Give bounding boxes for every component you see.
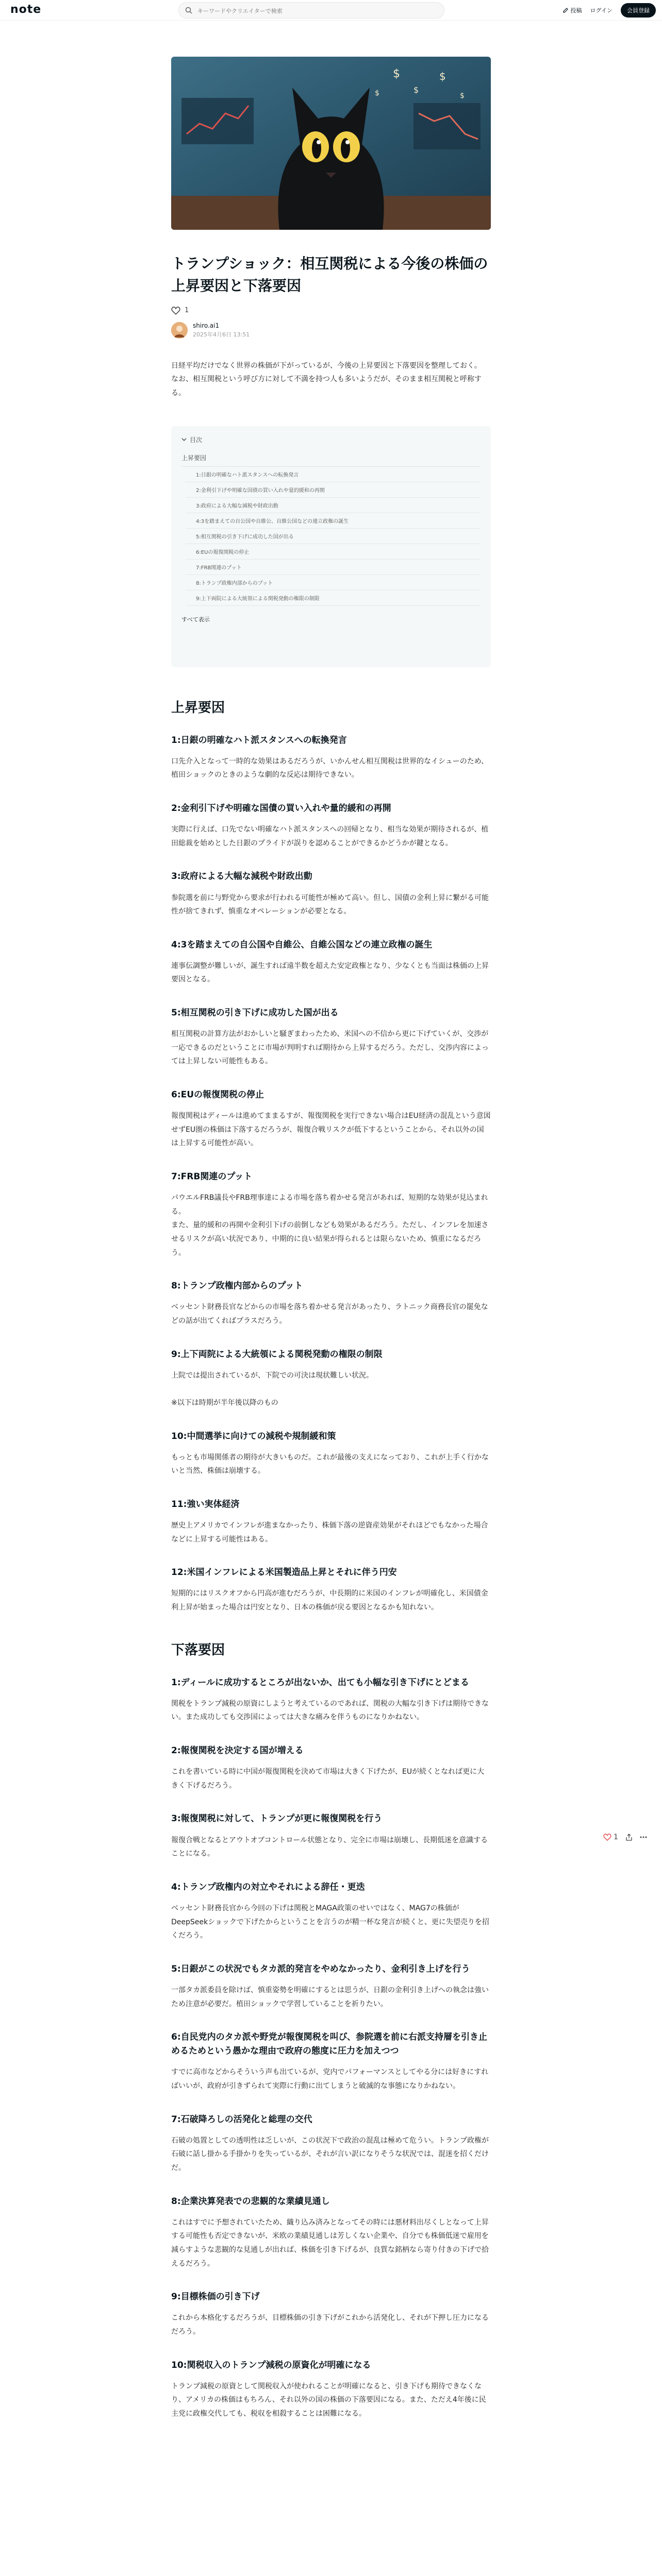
toc-header[interactable] [181,435,481,444]
article-title: トランプショック：相互関税による今後の株価の上昇要因と下落要因 [171,255,488,295]
paragraph: 上院では提出されているが、下院での可決は現状難しい状況。 ※以下は時期が半年後以降のもの [171,1371,373,1407]
post-date: 2025年4月6日 13:51 [193,331,250,338]
side-actions [603,1833,647,1841]
heart-icon[interactable] [171,307,180,315]
note-logo[interactable]: note [10,3,42,16]
subsection-heading: 1:日銀の明確なハト派スタンスへの転換発言 [171,735,347,745]
subsection-heading: 3:政府による大幅な減税や財政出動 [171,871,312,882]
chevron-down-icon [181,437,187,442]
paragraph: 実際に行えば、口先でない明確なハト派スタンスへの回帰となり、相当な効果が期待されるが、植田総裁を始めとした日銀のプライドが誤りを認めることができるかどうかが鍵となる。 [171,825,489,848]
author-block[interactable] [171,322,491,338]
post-label: 投稿 [570,7,582,14]
paragraph: トランプ減税の原資として関税収入が使われることが明確になると、引き下げも期待できなくなり、アメリカの株価はもちろん、それ以外の国の株価の下落要因になる。また、ただえ4年後に民主党に政権交代しても、税収を相殺することは困難になる。 [171,2382,486,2418]
subsection-heading: 9:目標株価の引き下げ [171,2292,260,2302]
pen-icon [562,7,569,13]
fall-section [171,1639,491,2421]
post-button[interactable] [562,6,582,14]
subsection-heading: 5:日銀がこの状況でもタカ派的発言をやめなかったり、金利引き上げを行う [171,1963,470,1974]
paragraph: これから本格化するだろうが、目標株価の引き下げがこれから活発化し、それが下押し圧力になるだろう。 [171,2314,489,2336]
signup-button[interactable]: 会員登録 [621,3,656,18]
side-like-count: 1 [614,1833,618,1841]
paragraph: 報復合戦となるとアウトオブコントロール状態となり、完全に市場は崩壊し、長期低迷を意識することになる。 [171,1836,488,1858]
toc-item[interactable]: 3:政府による大幅な減税や財政出動 [186,498,481,513]
subsection-heading: 10:関税収入のトランプ減税の原資化が明確になる [171,2360,371,2370]
subsection-heading: 6:EUの報復関税の停止 [171,1090,264,1100]
svg-text:$: $ [375,89,379,97]
toc-item[interactable]: 8:トランプ政権内部からのプット [186,575,481,590]
lead-paragraph: 日経平均だけでなく世界の株価が下がっているが、今後の上昇要因と下落要因を整理しておく。 [171,361,482,370]
search-box[interactable] [178,2,444,19]
section-heading: 下落要因 [171,1642,225,1658]
search-icon [185,7,192,14]
more-icon [640,1836,647,1838]
subsection-heading: 7:FRB関連のプット [171,1172,253,1182]
toc-item[interactable]: 4:3を踏まえての自公国や自維公、自維公国などの連立政権の誕生 [186,513,481,529]
paragraph: ベッセント財務長官から今回の下げは関税とMAGA政策のせいではなく、MAG7の株価がDeepSeekショックで下げたからということを言うのが精一杯な発言が続くと、更に失望売りを招くだろう。 [171,1904,489,1940]
heart-icon [603,1834,611,1841]
lead-paragraph: なお、相互関税という呼び方に対して不満を持つ人も多いようだが、そのまま相互関税と呼称する。 [171,375,482,397]
share-button[interactable] [625,1834,633,1841]
paragraph: これを書いている時に中国が報復関税を決めて市場は大きく下げたが、EUが続くとなれば更に大きく下げるだろう。 [171,1768,485,1790]
svg-text:$: $ [393,67,400,80]
toc-item[interactable]: 6:EUの報復関税の停止 [186,544,481,560]
paragraph: ベッセント財務長官などからの市場を落ち着かせる発言があったり、ラトニック商務長官の罷免などの話が出てくればプラスだろう。 [171,1303,488,1325]
subsection-heading: 7:石破降ろしの活発化と総理の交代 [171,2114,312,2125]
subsection-heading: 4:トランプ政権内の対立やそれによる辞任・更迭 [171,1882,365,1892]
toc-item[interactable]: 2:金利引下げや明確な国債の買い入れや量的緩和の再開 [186,482,481,498]
paragraph: 報復関税はディールは進めてままるすが、報復関税を実行できない場合はEU経済の混乱という意図せずEU圏の株価は下落するだろうが、報復合戦リスクが低下するということから、それ以外の国は上昇する可能性が高い。 [171,1112,491,1148]
paragraph: 歴史上アメリカでインフレが進まなかったり、株価下落の逆資産効果がそれほどでもなかった場合などに上昇する可能性はある。 [171,1521,488,1544]
avatar[interactable] [171,322,188,338]
subsection-heading: 3:報復関税に対して、トランプが更に報復関税を行う [171,1814,383,1824]
toc-item[interactable]: 1:日銀の明確なハト派スタンスへの転換発言 [186,467,481,482]
svg-text:$: $ [460,92,465,100]
author-name[interactable]: shiro.ai1 [193,321,220,329]
subsection-heading: 8:トランプ政権内部からのプット [171,1281,303,1292]
paragraph: 相互関税の計算方法がおかしいと騒ぎまわったため、米国への不信から更に下げていくが、交渉が一応できるのだということに市場が判明すれば期待から上昇するだろう。ただし、交渉内容によっては上昇しない可能性もある。 [171,1030,489,1066]
rise-section [171,697,491,1615]
paragraph: 関税をトランプ減税の原資にしようと考えているのであれば、関税の大幅な引き下げは期待できない。また成功しても交渉国によっては大きな痛みを伴うものになりかねない。 [171,1699,489,1722]
more-button[interactable] [640,1836,647,1838]
paragraph: 一部タカ派委員を除けば、慎重姿勢を明確にするとは思うが、日銀の金利引き上げへの執念は強いため注意が必要だ。植田ショックで学習していることを祈りたい。 [171,1986,489,2008]
subsection-heading: 2:金利引下げや明確な国債の買い入れや量的緩和の再開 [171,803,391,814]
toc-item[interactable]: 9:上下両院による大統領による関税発動の権限の制限 [186,590,481,606]
paragraph: 参院選を前に与野党から要求が行われる可能性が極めて高い。但し、国債の金利上昇に繋がる可能性が捨てきれず、慎重なオペレーションが必要となる。 [171,893,489,916]
subsection-heading: 8:企業決算発表での悲観的な業績見通し [171,2196,330,2207]
paragraph: 短期的にはリスクオフから円高が進むだろうが、中長期的に米国のインフレが明確化し、米国債金利上昇が始まった場合は円安となり、日本の株価が戻る要因となるかも知れない。 [171,1589,488,1612]
subsection-heading: 11:強い実体経済 [171,1499,240,1510]
table-of-contents [171,426,491,667]
lead-text [171,359,491,400]
toc-section-link[interactable]: 上昇要因 [181,453,481,467]
paragraph: 石破の処置としての透明性は乏しいが、この状況下で政治の混乱は極めて危うい。トランプ政権が石破に話し掛かる手掛かりを失っているが、それが言い訳になりそうな状況では、混迷を招くだけだ。 [171,2136,489,2173]
subsection-heading: 1:ディールに成功するところが出ないか、出ても小幅な引き下げにとどまる [171,1677,469,1688]
black-cat-image [171,57,491,230]
like-row [171,307,491,315]
paragraph: すでに高市などからそういう声も出ているが、党内でパフォーマンスとしてやる分には好きにすればいいが、政府が引きずられて実際に行動に出てしまうと破滅的な事態になりかねない。 [171,2068,489,2091]
subsection-heading: 12:米国インフレによる米国製造品上昇とそれに伴う円安 [171,1567,397,1578]
side-like-button[interactable] [603,1833,618,1841]
subsection-heading: 5:相互関税の引き下げに成功した国が出る [171,1008,339,1019]
hero-image [171,57,491,230]
subsection-heading: 2:報復関税を決定する国が増える [171,1745,304,1756]
avatar-image [171,322,188,338]
toc-show-all-button[interactable]: すべて表示 [181,616,210,623]
subsection-heading: 6:自民党内のタカ派や野党が報復関税を叫び、参院選を前に右派支持層を引き止めるためという愚かな理由で政府の態度に圧力を加えつつ [171,2032,487,2057]
subsection-heading: 4:3を踏まえての自公国や自維公、自維公国などの連立政権の誕生 [171,939,433,950]
paragraph: これはすでに予想されていたため、織り込み済みとなってその時には悪材料出尽くしとなって上昇する可能性も否定できないが、米欧の業績見通しは芳しくない企業や、自分でも株価低迷で雇用を減らすような悲観的な見通しが出れば、株価を引き下げるが、良質な銘柄なら寄り付きの下げで拾えるだろう。 [171,2218,489,2268]
section-heading: 上昇要因 [171,700,225,716]
paragraph: パウエルFRB議長やFRB理事達による市場を落ち着かせる発言があれば、短期的な効果が見込まれる。 また、量的緩和の再開や金利引下げの前倒しなども効果があるだろう。ただし、インフレを加速させるリスクが高い状況であり、中期的に良い結果が得られるとは限らないため、慎重になるだろう。 [171,1194,489,1257]
paragraph: 口先介入となって一時的な効果はあるだろうが、いかんせん相互関税は世界的なイシューのため、植田ショックのときのような劇的な反応は期待できない。 [171,757,489,779]
subsection-heading: 9:上下両院による大統領による関税発動の権限の制限 [171,1349,383,1360]
svg-text:$: $ [413,85,419,95]
toc-item[interactable]: 7:FRB関連のプット [186,560,481,575]
toc-item[interactable]: 5:相互関税の引き下げに成功した国が出る [186,529,481,544]
like-count[interactable]: 1 [185,307,189,315]
toc-heading: 目次 [190,436,203,444]
site-header [0,0,662,21]
share-icon [625,1834,633,1841]
search-input[interactable] [197,7,435,15]
login-link[interactable]: ログイン [590,7,613,14]
subsection-heading: 10:中間選挙に向けての減税や規制緩和策 [171,1431,336,1442]
svg-text:$: $ [439,70,446,82]
paragraph: もっとも市場関係者の期待が大きいものだ。これが最後の支えになっており、これが上手く行かないと当然、株価は崩壊する。 [171,1453,489,1476]
article [171,57,491,2421]
paragraph: 連事伝調整が難しいが、誕生すれば遠半数を超えた安定政権となり、少なくとも当面は株価の上昇要因となる。 [171,961,489,984]
